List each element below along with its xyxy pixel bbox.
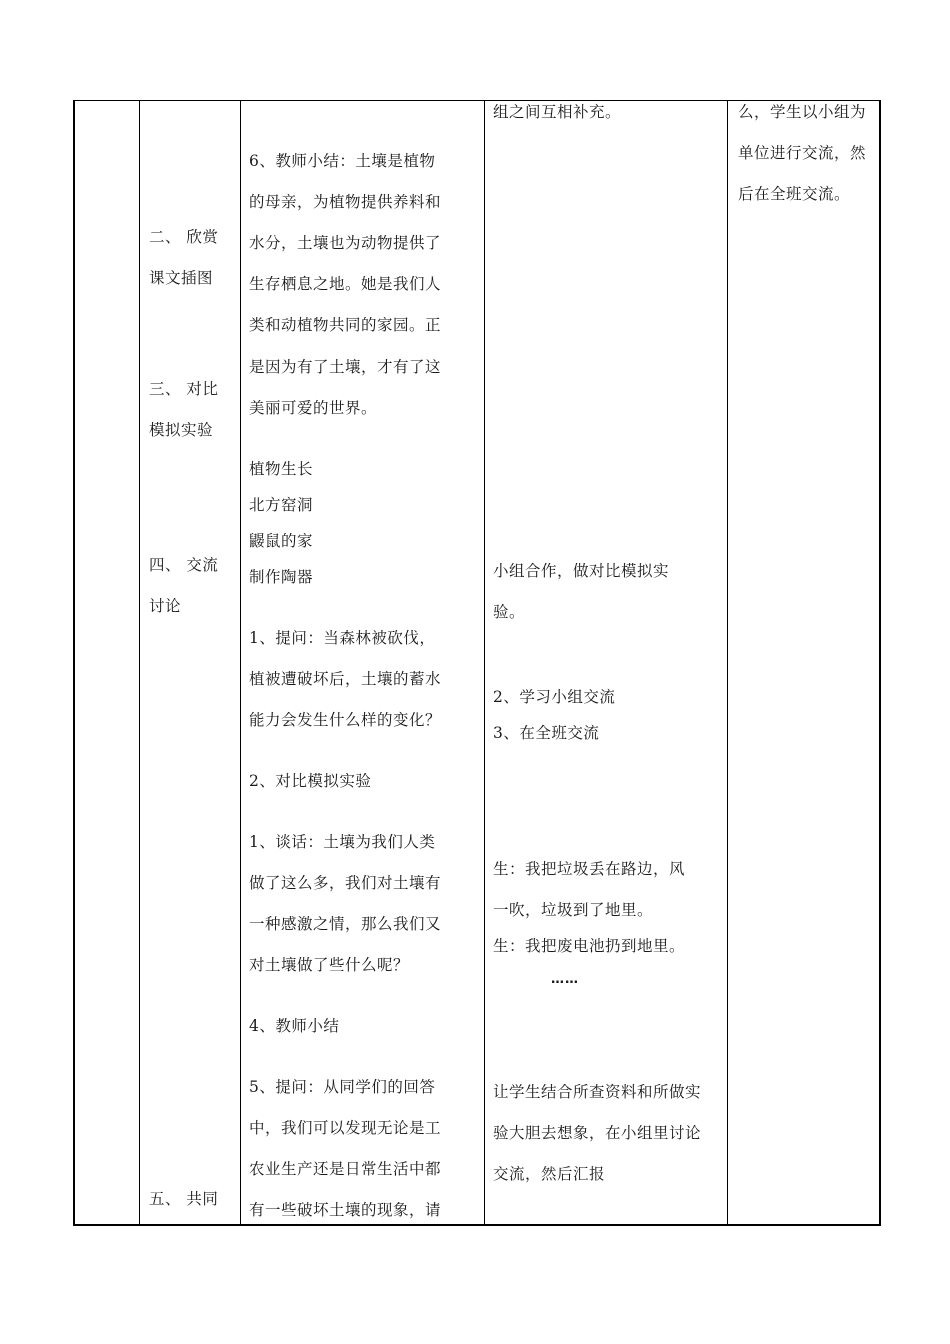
notes-line: 后在全班交流。 [738,185,851,203]
question1-line: 植被遭破坏后，土壤的蓄水 [249,670,442,688]
talk1-line: 做了这么多，我们对土壤有 [249,874,442,892]
column-divider [727,100,728,1226]
picture-item: 制作陶器 [249,568,314,586]
imagine-line: 验大胆去想象，在小组里讨论 [493,1124,702,1142]
step-2-line1: 二、 欣赏 [149,228,219,246]
summary6-line: 类和动植物共同的家园。正 [249,316,442,334]
step-4-line2: 讨论 [149,597,182,615]
student-top-text: 组之间互相补充。 [493,103,622,121]
cooperate-line: 小组合作，做对比模拟实 [493,562,670,580]
step-2-line2: 课文插图 [149,269,214,287]
column-divider [240,100,241,1226]
answer-line: 一吹，垃圾到了地里。 [493,901,654,919]
talk1-line: 对土壤做了些什么呢？ [249,956,410,974]
exchange-line: 2、学习小组交流 [493,688,616,706]
column-divider [484,100,485,1226]
cooperate-line: 验。 [493,603,526,621]
answer-line: 生：我把废电池扔到地里。 [493,937,686,955]
experiment2-text: 2、对比模拟实验 [249,772,372,790]
answer-line: 生：我把垃圾丢在路边，风 [493,860,686,878]
summary4-text: 4、教师小结 [249,1017,340,1035]
imagine-line: 交流，然后汇报 [493,1165,606,1183]
picture-item: 鼹鼠的家 [249,532,314,550]
question5-line: 农业生产还是日常生活中都 [249,1160,442,1178]
notes-line: 么，学生以小组为 [738,103,867,121]
summary6-line: 水分，土壤也为动物提供了 [249,234,442,252]
notes-line: 单位进行交流，然 [738,144,867,162]
step-3-line2: 模拟实验 [149,421,214,439]
question1-line: 能力会发生什么样的变化？ [249,711,442,729]
question5-line: 中，我们可以发现无论是工 [249,1119,442,1137]
question5-line: 有一些破坏土壤的现象，请 [249,1201,442,1219]
summary6-line: 生存栖息之地。她是我们人 [249,275,442,293]
imagine-line: 让学生结合所查资料和所做实 [493,1083,702,1101]
summary6-line: 的母亲，为植物提供养料和 [249,193,442,211]
summary6-line: 6、教师小结：土壤是植物 [249,152,436,170]
question1-line: 1、提问：当森林被砍伐， [249,629,436,647]
summary6-line: 是因为有了土壤，才有了这 [249,358,442,376]
summary6-line: 美丽可爱的世界。 [249,399,378,417]
step-4-line1: 四、 交流 [149,556,219,574]
picture-item: 北方窑洞 [249,496,314,514]
step-3-line1: 三、 对比 [149,380,219,398]
column-divider [139,100,140,1226]
exchange-line: 3、在全班交流 [493,724,600,742]
talk1-line: 一种感激之情，那么我们又 [249,915,442,933]
talk1-line: 1、谈话：土壤为我们人类 [249,833,436,851]
step-5-line1: 五、 共同 [149,1190,219,1208]
question5-line: 5、提问：从同学们的回答 [249,1078,436,1096]
picture-item: 植物生长 [249,460,314,478]
ellipsis-text: …… [551,972,579,987]
